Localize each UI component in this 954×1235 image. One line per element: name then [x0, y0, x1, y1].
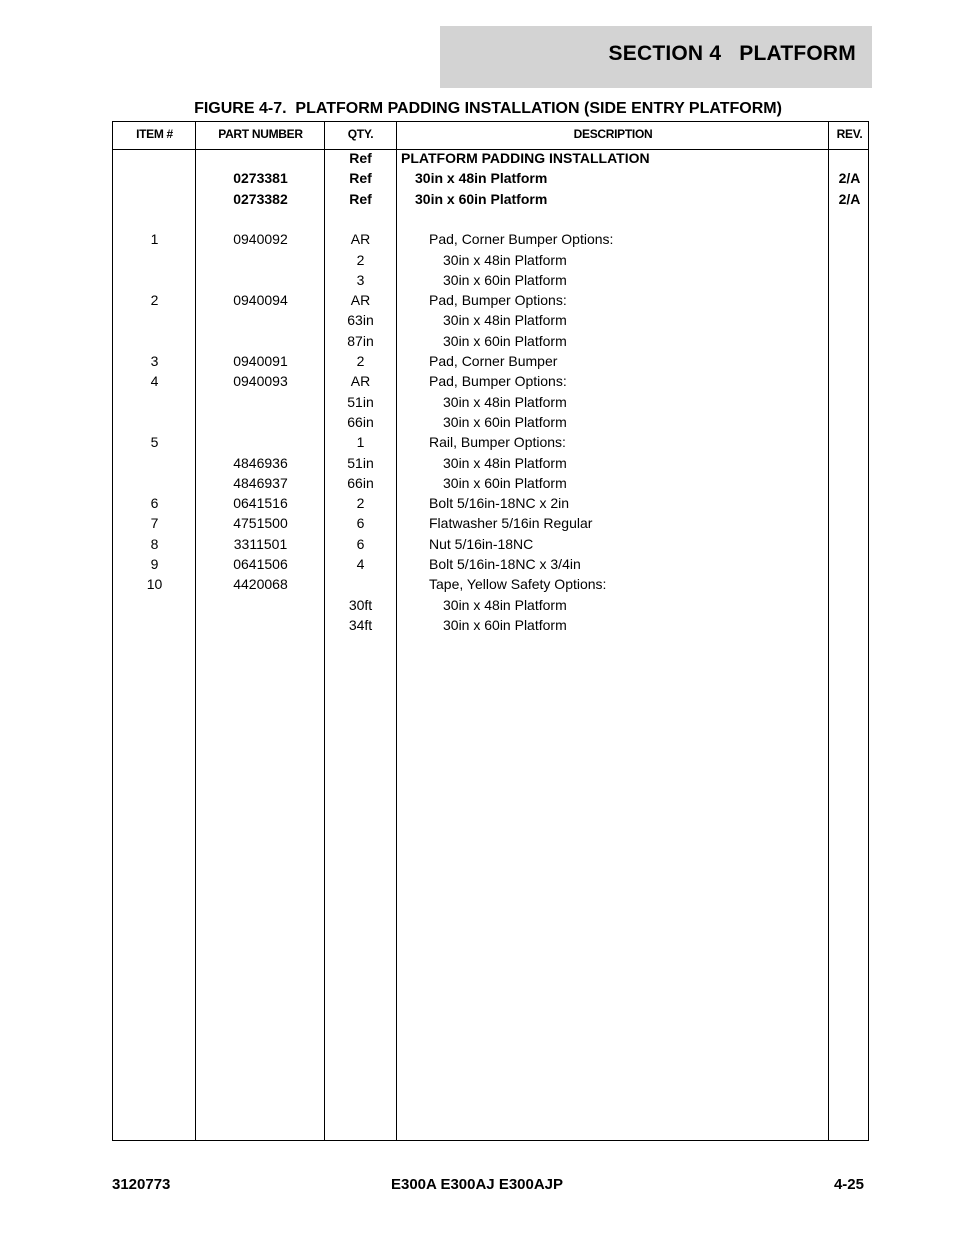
part-number: 4751500 [233, 515, 288, 532]
item-number: 1 [150, 231, 159, 248]
table-row [113, 148, 868, 168]
description: 30in x 48in Platform [415, 170, 548, 187]
part-number: 0940091 [233, 353, 288, 369]
table-row [113, 493, 868, 513]
table-row [113, 615, 868, 635]
table-row [113, 331, 868, 351]
description: Pad, Corner Bumper [429, 353, 558, 369]
item-number: 5 [150, 434, 159, 451]
description: 30in x 60in Platform [443, 332, 567, 349]
table-row [113, 534, 868, 554]
figure-title: FIGURE 4-7. PLATFORM PADDING INSTALLATION (SIDE ENTRY PLATFORM) [194, 100, 782, 117]
quantity: 6 [356, 515, 365, 532]
description: 30in x 60in Platform [415, 190, 548, 207]
table-row [113, 554, 868, 574]
quantity: Ref [349, 150, 372, 166]
table-row [113, 351, 868, 371]
table-row [113, 250, 868, 270]
table-row [113, 513, 868, 533]
description: Bolt 5/16in-18NC x 3/4in [429, 556, 581, 572]
part-number: 0273381 [233, 170, 288, 187]
parts-table [112, 121, 869, 1141]
table-row [113, 595, 868, 615]
footer-models: E300A E300AJ E300AJP [390, 1176, 564, 1193]
footer-doc-number: 3120773 [112, 1176, 171, 1193]
table-row [113, 168, 868, 188]
description: 30in x 60in Platform [443, 413, 567, 430]
quantity: 6 [356, 535, 365, 552]
header-part-number: PART NUMBER [218, 127, 303, 141]
part-number: 0940094 [233, 292, 288, 309]
description: 30in x 60in Platform [443, 474, 567, 491]
quantity: 2 [356, 495, 365, 512]
description: Pad, Bumper Options: [429, 292, 567, 309]
quantity: 4 [356, 556, 365, 572]
revision: 2/A [838, 170, 861, 187]
quantity: 66in [347, 474, 374, 491]
quantity: 87in [347, 332, 374, 349]
description: PLATFORM PADDING INSTALLATION [401, 150, 650, 166]
quantity: 51in [347, 393, 374, 410]
revision: 2/A [838, 190, 861, 207]
table-row [113, 290, 868, 310]
part-number: 4846937 [233, 474, 288, 491]
description: Pad, Bumper Options: [429, 373, 567, 390]
table-row [113, 432, 868, 452]
quantity: AR [350, 292, 371, 309]
item-number: 4 [150, 373, 159, 390]
part-number: 4846936 [233, 454, 288, 471]
description: 30in x 48in Platform [443, 454, 567, 471]
quantity: 51in [347, 454, 374, 471]
part-number: 4420068 [233, 576, 288, 593]
description: Nut 5/16in-18NC [429, 535, 534, 552]
part-number: 0641516 [233, 495, 288, 512]
quantity: AR [350, 231, 371, 248]
description: 30in x 60in Platform [443, 616, 567, 633]
item-number: 6 [150, 495, 159, 512]
description: 30in x 48in Platform [443, 251, 567, 268]
part-number: 3311501 [233, 535, 288, 552]
table-row [113, 209, 868, 229]
section-title: SECTION 4 PLATFORM [608, 42, 856, 65]
description: Pad, Corner Bumper Options: [429, 231, 614, 248]
description: 30in x 48in Platform [443, 596, 567, 613]
item-number: 8 [150, 535, 159, 552]
header-qty: QTY. [347, 127, 374, 141]
header-item: ITEM # [136, 127, 173, 141]
part-number: 0273382 [233, 190, 288, 207]
section-banner [440, 26, 872, 88]
description: 30in x 48in Platform [443, 312, 567, 329]
table-row [113, 392, 868, 412]
quantity: 3 [356, 271, 365, 288]
table-row [113, 310, 868, 330]
table-row [113, 270, 868, 290]
quantity: 1 [356, 434, 365, 451]
quantity: 66in [347, 413, 374, 430]
table-row [113, 412, 868, 432]
quantity: AR [350, 373, 371, 390]
table-row [113, 189, 868, 209]
description: Rail, Bumper Options: [429, 434, 566, 451]
description: Tape, Yellow Safety Options: [429, 576, 607, 593]
quantity: 34ft [348, 616, 373, 633]
table-row [113, 453, 868, 473]
header-description: DESCRIPTION [573, 127, 653, 141]
item-number: 9 [150, 556, 159, 572]
quantity: Ref [349, 170, 372, 187]
description: Bolt 5/16in-18NC x 2in [429, 495, 570, 512]
header-rev: REV. [836, 127, 863, 141]
part-number: 0641506 [233, 556, 288, 572]
footer-page-number: 4-25 [833, 1176, 864, 1193]
description: 30in x 48in Platform [443, 393, 567, 410]
item-number: 2 [150, 292, 159, 309]
quantity: 63in [347, 312, 374, 329]
quantity: 30ft [348, 596, 373, 613]
quantity: 2 [356, 251, 365, 268]
quantity: Ref [349, 190, 372, 207]
table-row [113, 574, 868, 594]
quantity: 2 [356, 353, 365, 369]
item-number: 3 [150, 353, 159, 369]
table-row [113, 473, 868, 493]
part-number: 0940092 [233, 231, 288, 248]
part-number: 0940093 [233, 373, 288, 390]
table-row [113, 371, 868, 391]
item-number: 7 [150, 515, 159, 532]
item-number: 10 [146, 576, 163, 593]
description: Flatwasher 5/16in Regular [429, 515, 593, 532]
description: 30in x 60in Platform [443, 271, 567, 288]
table-row [113, 229, 868, 249]
